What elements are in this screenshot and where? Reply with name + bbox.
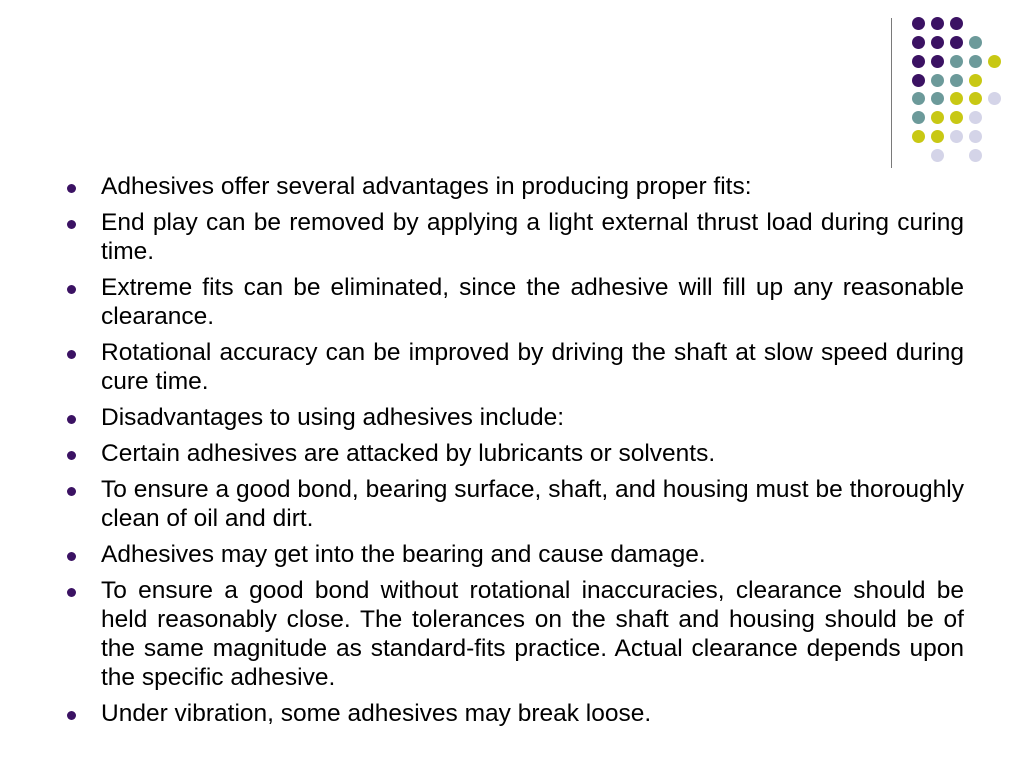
bullet-text: Adhesives offer several advantages in producing proper fits: (101, 173, 752, 200)
decorative-dot (912, 130, 925, 143)
bullet-text: Under vibration, some adhesives may break loose. (101, 700, 652, 727)
decorative-dot (988, 92, 1001, 105)
bullet-icon (67, 415, 76, 424)
decorative-dot (988, 55, 1001, 68)
bullet-list (64, 172, 964, 735)
bullet-text: Certain adhesives are attacked by lubricants or solvents. (101, 440, 716, 467)
bullet-item (64, 338, 964, 396)
decorative-dot (969, 111, 982, 124)
bullet-icon (67, 552, 76, 561)
bullet-text: End play can be removed by applying a light external thrust load during curing time. (101, 209, 964, 265)
bullet-text: To ensure a good bond without rotational inaccuracies, clearance should be held reasonably close. The tolerances on the shaft and housing should be of the same magnitude as standard-fits practice. Actual clearance depends upon the specific adhesive. (101, 577, 964, 691)
bullet-item (64, 439, 964, 468)
decorative-dot (912, 55, 925, 68)
decorative-dot (950, 111, 963, 124)
decorative-dot (950, 55, 963, 68)
bullet-icon (67, 711, 76, 720)
bullet-icon (67, 184, 76, 193)
decorative-dot (931, 55, 944, 68)
decorative-dot (969, 130, 982, 143)
bullet-text: Extreme fits can be eliminated, since the adhesive will fill up any reasonable clearance. (101, 274, 964, 330)
bullet-icon (67, 451, 76, 460)
decorative-dot-grid (0, 0, 1024, 170)
decorative-dot (931, 74, 944, 87)
decorative-dot (931, 17, 944, 30)
decorative-dot (969, 36, 982, 49)
decorative-dot (950, 130, 963, 143)
decorative-dot (969, 92, 982, 105)
decorative-dot (950, 36, 963, 49)
decorative-dot (969, 55, 982, 68)
decorative-dot (931, 130, 944, 143)
bullet-icon (67, 588, 76, 597)
bullet-icon (67, 220, 76, 229)
bullet-item (64, 208, 964, 266)
bullet-text: Rotational accuracy can be improved by driving the shaft at slow speed during cure time. (101, 339, 964, 395)
decorative-dot (950, 74, 963, 87)
decorative-dot (912, 36, 925, 49)
decorative-dot (912, 17, 925, 30)
bullet-item (64, 540, 964, 569)
decorative-dot (912, 74, 925, 87)
bullet-item (64, 172, 964, 201)
bullet-text: To ensure a good bond, bearing surface, shaft, and housing must be thoroughly clean of oil and dirt. (101, 476, 964, 532)
decorative-divider-line (891, 18, 892, 168)
bullet-item (64, 273, 964, 331)
bullet-item (64, 576, 964, 692)
decorative-dot (969, 149, 982, 162)
decorative-dot (969, 74, 982, 87)
decorative-dot (912, 111, 925, 124)
bullet-icon (67, 487, 76, 496)
bullet-text: Disadvantages to using adhesives include: (101, 404, 565, 431)
decorative-dot (950, 92, 963, 105)
decorative-dot (931, 92, 944, 105)
bullet-item (64, 403, 964, 432)
decorative-dot (912, 92, 925, 105)
bullet-item (64, 475, 964, 533)
decorative-dot (931, 36, 944, 49)
bullet-icon (67, 350, 76, 359)
bullet-item (64, 699, 964, 728)
decorative-dot (931, 111, 944, 124)
decorative-dot (950, 17, 963, 30)
bullet-text: Adhesives may get into the bearing and cause damage. (101, 541, 706, 568)
decorative-dot (931, 149, 944, 162)
bullet-icon (67, 285, 76, 294)
